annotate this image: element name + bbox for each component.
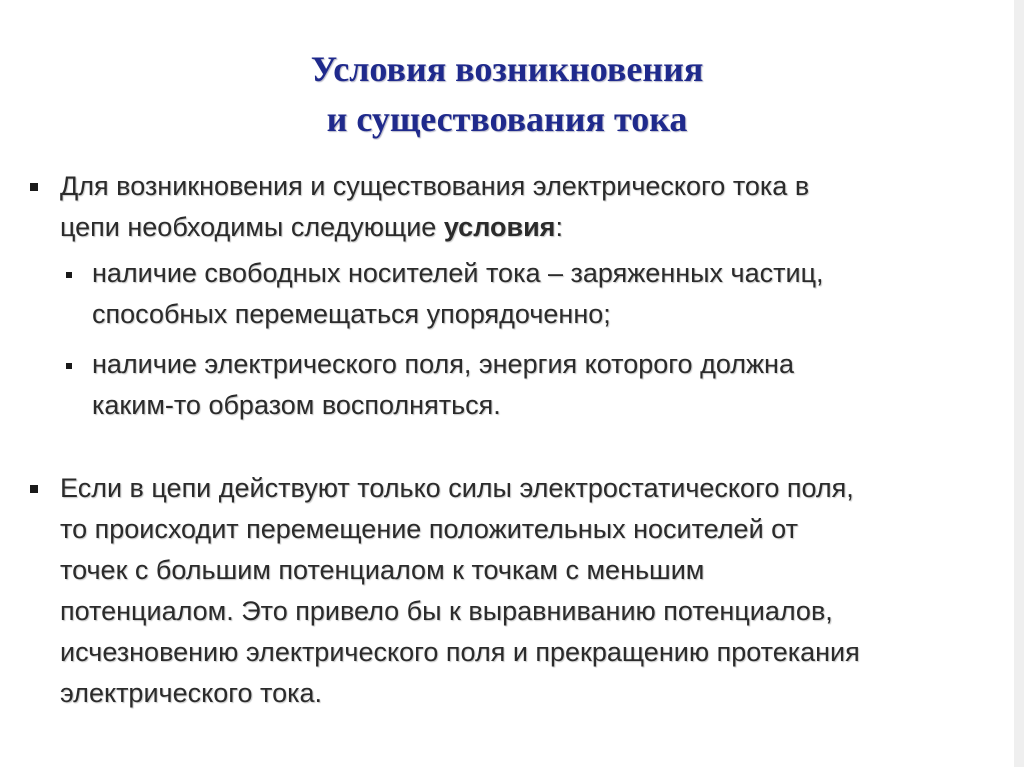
bullet-line: наличие свободных носителей тока – заряженных частиц, — [92, 258, 824, 288]
bullet-line: способных перемещаться упорядоченно; — [92, 299, 611, 329]
bullet-line: каким-то образом восполняться. — [92, 390, 501, 420]
bullet-marker — [30, 485, 38, 493]
bullet-line: точек с большим потенциалом к точкам с меньшим — [60, 555, 705, 585]
bullet-line: то происходит перемещение положительных носителей от — [60, 514, 798, 544]
sub-bullet-item-field — [92, 344, 972, 426]
sub-bullet-marker — [66, 363, 72, 369]
bullet-line: Если в цепи действуют только силы электростатического поля, — [60, 473, 854, 503]
slide-title — [0, 44, 1014, 144]
bullet-line: исчезновению электрического поля и прекращению протекания — [60, 637, 860, 667]
bullet-marker — [30, 183, 38, 191]
bullet-line: Для возникновения и существования электрического тока в — [60, 171, 810, 201]
bold-term: условия — [443, 212, 556, 242]
bullet-line: электрического тока. — [60, 678, 323, 708]
bullet-item-electrostatic — [60, 468, 1000, 714]
bullet-line: наличие электрического поля, энергия которого должна — [92, 349, 794, 379]
bullet-item-conditions — [60, 166, 960, 248]
sub-bullet-marker — [66, 272, 72, 278]
text-fragment: : — [555, 212, 563, 242]
bullet-line — [60, 207, 960, 248]
title-line-1: Условия возникновения — [310, 49, 704, 89]
text-fragment: цепи необходимы следующие — [60, 212, 444, 242]
bullet-line: потенциалом. Это привело бы к выравниванию потенциалов, — [60, 596, 833, 626]
sub-bullet-item-carriers — [92, 253, 972, 335]
title-line-2: и существования тока — [326, 99, 688, 139]
